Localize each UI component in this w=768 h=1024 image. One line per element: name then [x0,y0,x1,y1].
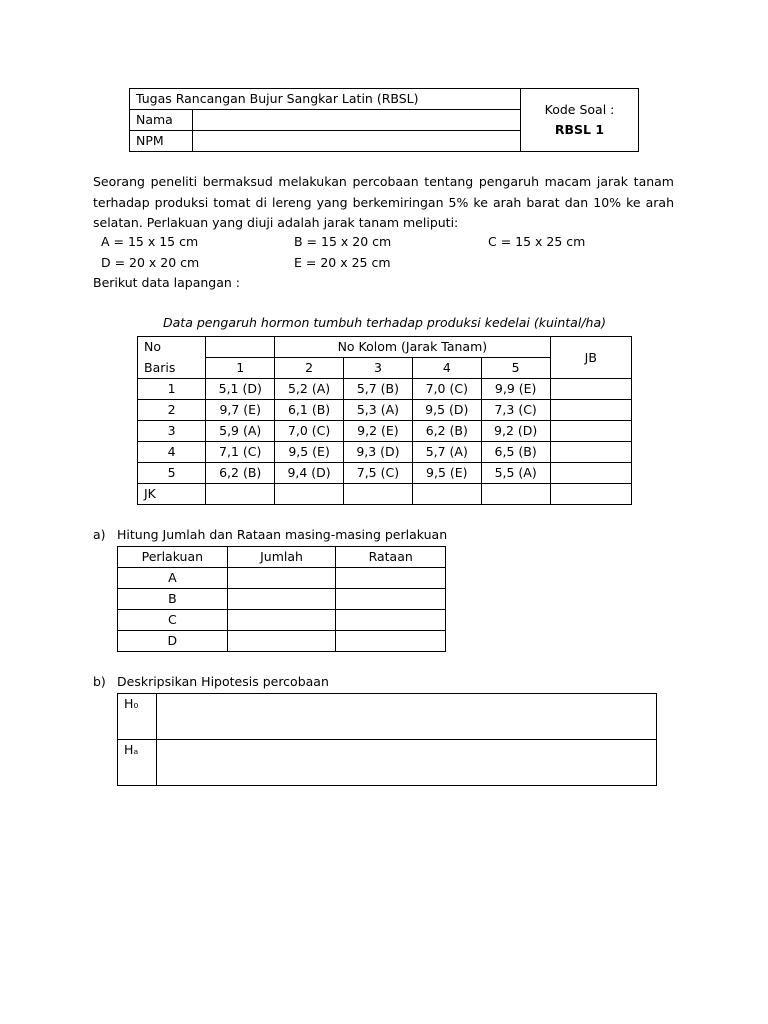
row-number: 1 [138,379,206,400]
table-row [118,610,446,631]
table-cell: 9,7 (E) [206,400,275,421]
table-cell: 9,5 (E) [412,463,481,484]
intro-paragraph: Seorang peneliti bermaksud melakukan percobaan tentang pengaruh macam jarak tanam terhadap produksi tomat di lereng yang berkemiringan 5% ke arah barat dan 10% ke arah selatan. Perlakuan yang diuji adalah jarak tanam meliputi: [93,174,674,230]
nama-field[interactable] [193,110,521,131]
table-cell: 5,3 (A) [344,400,413,421]
table-cell: 7,0 (C) [275,421,344,442]
jb-cell[interactable] [550,463,631,484]
nama-label: Nama [130,110,193,131]
jk-cell[interactable] [206,484,275,505]
header-box [129,88,639,152]
table-cell: 9,3 (D) [344,442,413,463]
table-row [138,421,632,442]
row-number: 5 [138,463,206,484]
column-header: 3 [344,358,413,379]
kode-soal-value: RBSL 1 [554,122,605,137]
perlakuan-header: Perlakuan [118,547,228,568]
h0-field[interactable] [157,694,657,740]
jumlah-cell[interactable] [227,610,336,631]
jk-row [138,484,632,505]
table-cell: 9,4 (D) [275,463,344,484]
table-cell: 9,2 (D) [481,421,550,442]
table-cell: 7,5 (C) [344,463,413,484]
table-cell: 9,9 (E) [481,379,550,400]
baris-header: Baris [138,358,206,379]
ha-field[interactable] [157,740,657,786]
treatment-c: C = 15 x 25 cm [488,234,586,249]
row-number: 4 [138,442,206,463]
jb-header: JB [550,337,631,379]
table-cell: 5,7 (A) [412,442,481,463]
rataan-cell[interactable] [336,610,446,631]
table-cell: 5,5 (A) [481,463,550,484]
table-row [118,631,446,652]
table-cell: 7,1 (C) [206,442,275,463]
jumlah-cell[interactable] [227,589,336,610]
kolom-header: No Kolom (Jarak Tanam) [275,337,550,358]
jk-cell[interactable] [275,484,344,505]
table-cell: 5,9 (A) [206,421,275,442]
row-number: 2 [138,400,206,421]
jb-cell[interactable] [550,421,631,442]
jb-cell[interactable] [550,442,631,463]
table-row [138,379,632,400]
jb-cell[interactable] [550,379,631,400]
jk-cell[interactable] [550,484,631,505]
hypothesis-table [117,693,657,786]
table-row [138,442,632,463]
perlakuan-table [117,546,446,652]
rataan-cell[interactable] [336,589,446,610]
table-cell: 5,1 (D) [206,379,275,400]
table-row [138,400,632,421]
column-header: 1 [206,358,275,379]
data-table-caption: Data pengaruh hormon tumbuh terhadap produksi kedelai (kuintal/ha) [163,315,606,330]
question-b-text: Deskripsikan Hipotesis percobaan [117,674,329,689]
blank-header-cell [206,337,275,358]
row-number: 3 [138,421,206,442]
table-cell: 9,2 (E) [344,421,413,442]
table-cell: 6,5 (B) [481,442,550,463]
treatment-label: A [118,568,228,589]
kode-soal-cell [521,89,639,152]
treatment-a: A = 15 x 15 cm [101,234,199,249]
rataan-cell[interactable] [336,568,446,589]
jumlah-cell[interactable] [227,631,336,652]
jb-cell[interactable] [550,400,631,421]
data-table [137,336,632,505]
table-cell: 9,5 (E) [275,442,344,463]
table-cell: 5,7 (B) [344,379,413,400]
rataan-cell[interactable] [336,631,446,652]
treatment-label: C [118,610,228,631]
treatment-label: B [118,589,228,610]
rataan-header: Rataan [336,547,446,568]
question-b-label: b) [93,674,106,689]
treatment-e: E = 20 x 25 cm [294,255,391,270]
question-a-text: Hitung Jumlah dan Rataan masing-masing perlakuan [117,527,448,542]
npm-label: NPM [130,131,193,152]
jk-cell[interactable] [344,484,413,505]
jumlah-header: Jumlah [227,547,336,568]
field-data-label: Berikut data lapangan : [93,275,241,290]
table-cell: 5,2 (A) [275,379,344,400]
npm-field[interactable] [193,131,521,152]
table-row [118,568,446,589]
table-row [138,463,632,484]
treatment-b: B = 15 x 20 cm [294,234,392,249]
question-a-label: a) [93,527,106,542]
treatment-d: D = 20 x 20 cm [101,255,200,270]
table-cell: 6,2 (B) [412,421,481,442]
table-cell: 6,1 (B) [275,400,344,421]
h0-label: H₀ [118,694,157,740]
treatment-label: D [118,631,228,652]
column-header: 2 [275,358,344,379]
kode-soal-label: Kode Soal : [544,102,615,117]
table-cell: 7,3 (C) [481,400,550,421]
ha-label: Hₐ [118,740,157,786]
jk-cell[interactable] [412,484,481,505]
no-header: No [138,337,206,358]
jumlah-cell[interactable] [227,568,336,589]
table-row [118,589,446,610]
jk-label: JK [138,484,206,505]
assignment-title: Tugas Rancangan Bujur Sangkar Latin (RBSL) [130,89,521,110]
table-cell: 9,5 (D) [412,400,481,421]
table-cell: 6,2 (B) [206,463,275,484]
jk-cell[interactable] [481,484,550,505]
column-header: 5 [481,358,550,379]
table-cell: 7,0 (C) [412,379,481,400]
column-header: 4 [412,358,481,379]
